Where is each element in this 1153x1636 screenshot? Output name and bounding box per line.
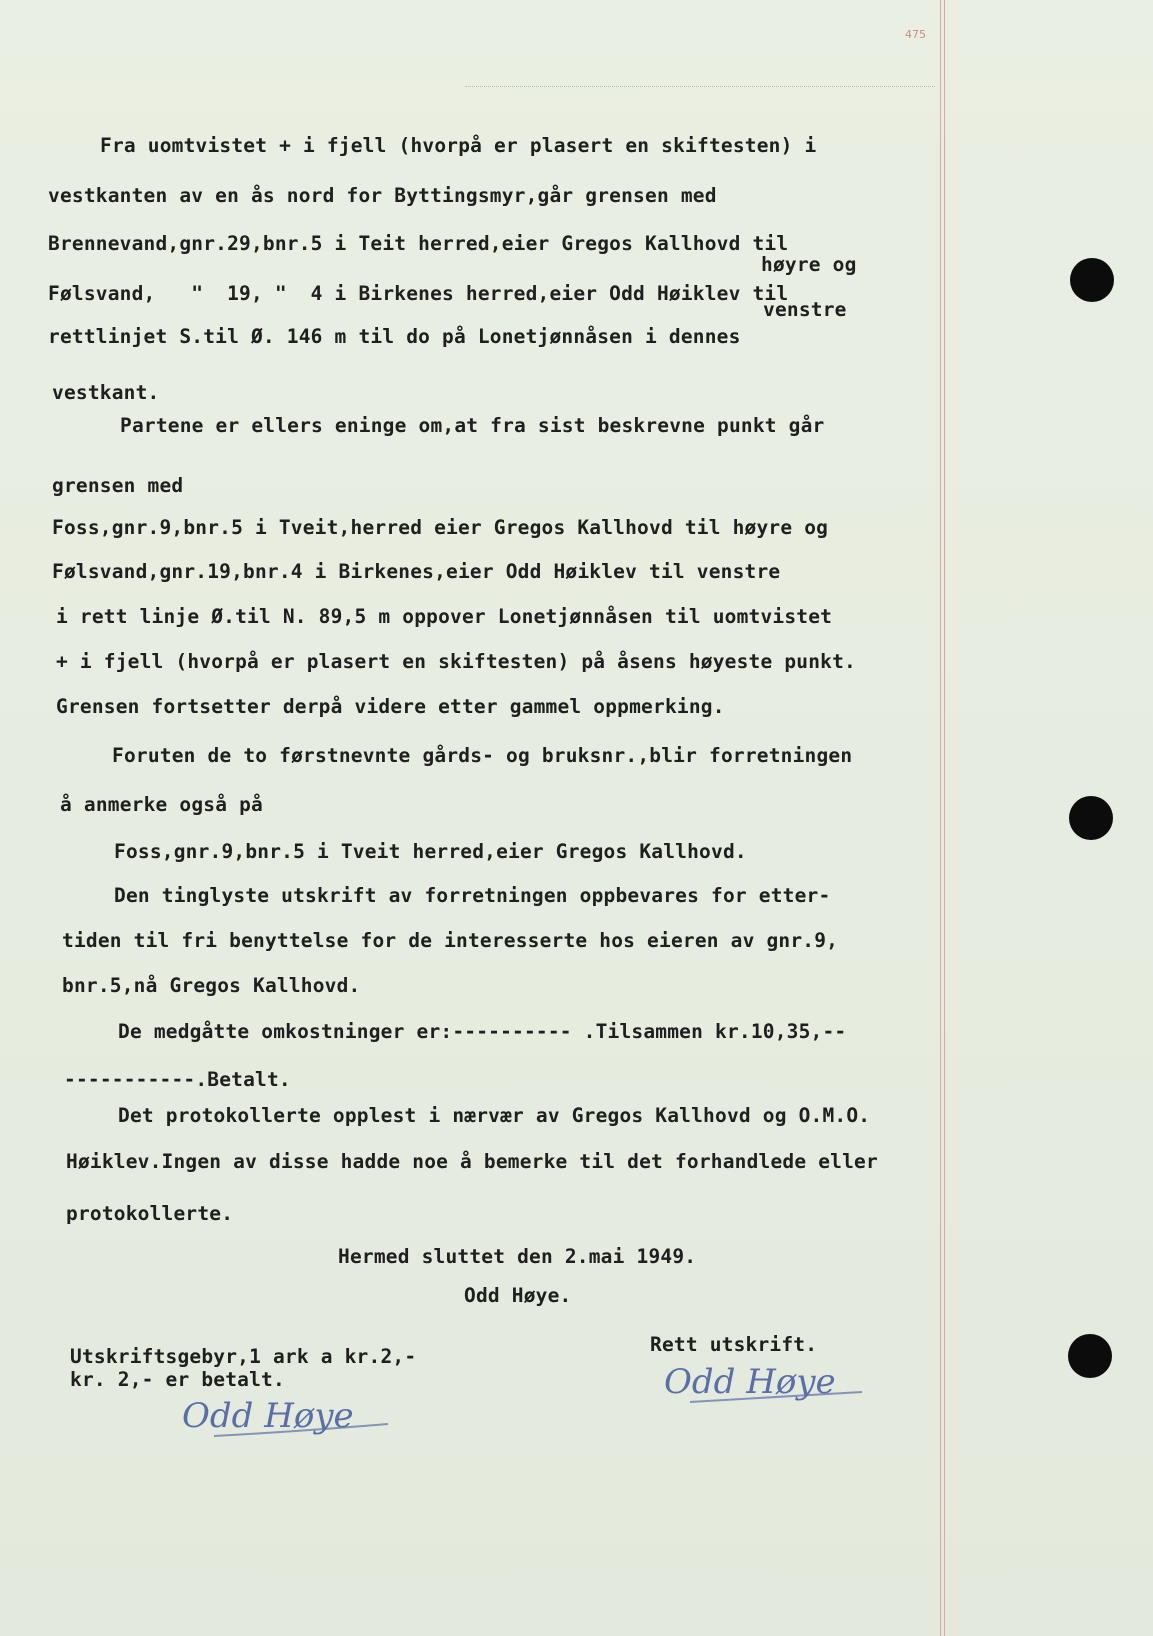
punch-hole <box>1068 1334 1112 1378</box>
margin-rule <box>940 0 941 1636</box>
text-line: Hermed sluttet den 2.mai 1949. <box>338 1245 697 1268</box>
text-line: Den tinglyste utskrift av forretningen oppbevares for etter- <box>114 884 831 907</box>
signature-text: Odd Høye <box>182 1396 354 1436</box>
text-line: Foss,gnr.9,bnr.5 i Tveit,herred eier Gregos Kallhovd til høyre og <box>52 516 829 539</box>
text-line: Brennevand,gnr.29,bnr.5 i Teit herred,eier Gregos Kallhovd til <box>48 232 789 255</box>
text-line: Rett utskrift. <box>650 1333 818 1356</box>
punch-hole <box>1069 796 1113 840</box>
text-line: bnr.5,nå Gregos Kallhovd. <box>62 974 361 997</box>
text-line: Partene er ellers eninge om,at fra sist beskrevne punkt går <box>120 414 825 437</box>
text-line: høyre og <box>761 253 857 276</box>
text-line: vestkant. <box>52 381 160 404</box>
show-through-text <box>465 86 935 95</box>
text-line: Følsvand,gnr.19,bnr.4 i Birkenes,eier Odd Høiklev til venstre <box>52 560 781 583</box>
text-line: venstre <box>763 298 847 321</box>
text-line: tiden til fri benyttelse for de interesserte hos eieren av gnr.9, <box>62 929 839 952</box>
signature-text: Odd Høye <box>664 1362 836 1402</box>
margin-rule <box>944 0 945 1636</box>
text-line: Foss,gnr.9,bnr.5 i Tveit herred,eier Gregos Kallhovd. <box>114 840 747 863</box>
text-line: rettlinjet S.til Ø. 146 m til do på Lonetjønnåsen i dennes <box>48 325 741 348</box>
text-line: kr. 2,- er betalt. <box>70 1368 285 1391</box>
text-line: De medgåtte omkostninger er:---------- .Tilsammen kr.10,35,-- <box>118 1020 847 1043</box>
page-number: 475 <box>905 28 926 41</box>
text-line: + i fjell (hvorpå er plasert en skiftesten) på åsens høyeste punkt. <box>56 650 856 673</box>
text-line: Følsvand, " 19, " 4 i Birkenes herred,eier Odd Høiklev til <box>48 282 789 305</box>
text-line: å anmerke også på <box>60 793 263 816</box>
text-line: vestkanten av en ås nord for Byttingsmyr,går grensen med <box>48 184 717 207</box>
text-line: Foruten de to førstnevnte gårds- og bruksnr.,blir forretningen <box>112 744 853 767</box>
text-line: i rett linje Ø.til N. 89,5 m oppover Lonetjønnåsen til uomtvistet <box>56 605 833 628</box>
text-line: Odd Høye. <box>464 1284 572 1307</box>
signature-right <box>664 1362 836 1402</box>
text-line: -----------.Betalt. <box>64 1068 291 1091</box>
text-line: Grensen fortsetter derpå videre etter gammel oppmerking. <box>56 695 725 718</box>
text-line: Høiklev.Ingen av disse hadde noe å bemerke til det forhandlede eller <box>66 1150 878 1173</box>
punch-hole <box>1070 258 1114 302</box>
text-line: Fra uomtvistet + i fjell (hvorpå er plasert en skiftesten) i <box>100 134 817 157</box>
text-line: grensen med <box>52 474 184 497</box>
signature-left <box>182 1396 354 1436</box>
text-line: Det protokollerte opplest i nærvær av Gregos Kallhovd og O.M.O. <box>118 1104 871 1127</box>
text-line: Utskriftsgebyr,1 ark a kr.2,- <box>70 1345 417 1368</box>
text-line: protokollerte. <box>66 1202 234 1225</box>
